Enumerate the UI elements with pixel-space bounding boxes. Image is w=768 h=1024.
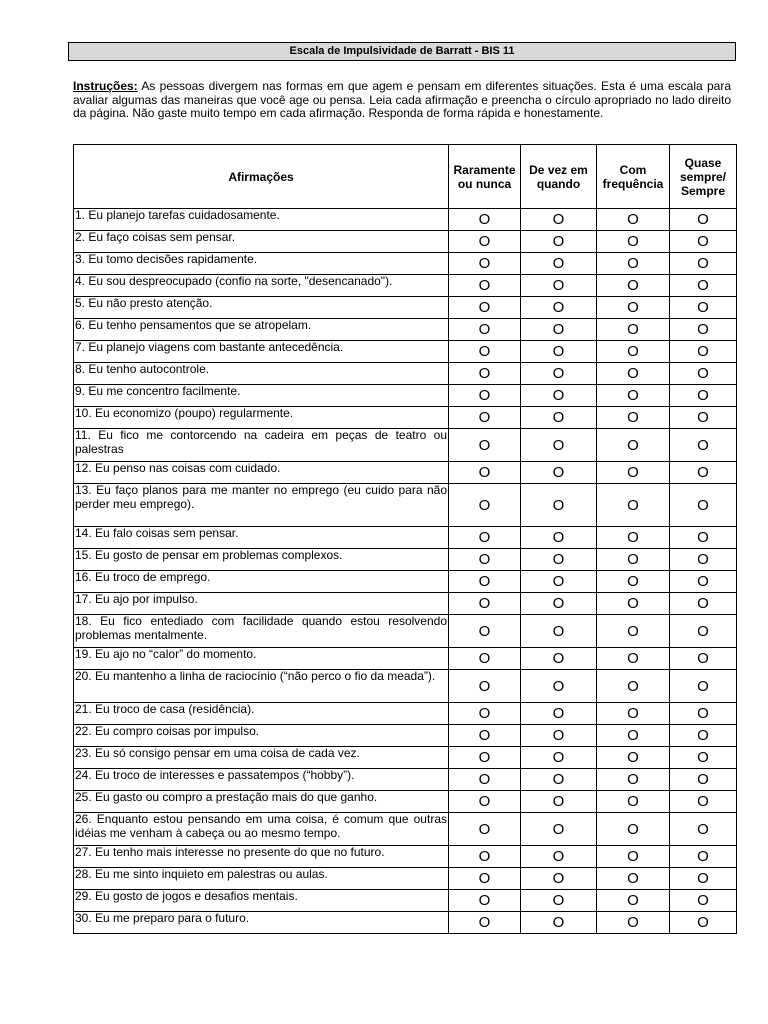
answer-circle-sometimes[interactable]: O [521, 725, 597, 747]
answer-circle-often[interactable]: O [597, 462, 670, 484]
instructions-label: Instruções: [73, 79, 138, 93]
statement-text: 9. Eu me concentro facilmente. [74, 385, 449, 407]
answer-circle-sometimes[interactable]: O [521, 319, 597, 341]
answer-circle-always[interactable]: O [670, 846, 737, 868]
answer-circle-rarely[interactable]: O [449, 385, 521, 407]
answer-circle-often[interactable]: O [597, 275, 670, 297]
answer-circle-often[interactable]: O [597, 747, 670, 769]
answer-circle-always[interactable]: O [670, 769, 737, 791]
statement-text: 8. Eu tenho autocontrole. [74, 363, 449, 385]
answer-circle-always[interactable]: O [670, 527, 737, 549]
statement-text: 7. Eu planejo viagens com bastante antecedência. [74, 341, 449, 363]
answer-circle-rarely[interactable]: O [449, 319, 521, 341]
answer-circle-often[interactable]: O [597, 912, 670, 934]
answer-circle-often[interactable]: O [597, 231, 670, 253]
table-row [74, 791, 737, 813]
answer-circle-always[interactable]: O [670, 912, 737, 934]
table-row [74, 868, 737, 890]
answer-circle-rarely[interactable]: O [449, 703, 521, 725]
table-row [74, 813, 737, 846]
answer-circle-often[interactable]: O [597, 615, 670, 648]
answer-circle-sometimes[interactable]: O [521, 571, 597, 593]
answer-circle-often[interactable]: O [597, 319, 670, 341]
answer-circle-often[interactable]: O [597, 813, 670, 846]
answer-circle-rarely[interactable]: O [449, 549, 521, 571]
table-row [74, 912, 737, 934]
table-row [74, 429, 737, 462]
table-row [74, 484, 737, 527]
answer-circle-rarely[interactable]: O [449, 462, 521, 484]
answer-circle-often[interactable]: O [597, 297, 670, 319]
answer-circle-sometimes[interactable]: O [521, 527, 597, 549]
answer-circle-sometimes[interactable]: O [521, 253, 597, 275]
answer-circle-rarely[interactable]: O [449, 231, 521, 253]
answer-circle-often[interactable]: O [597, 363, 670, 385]
statement-text: 5. Eu não presto atenção. [74, 297, 449, 319]
table-row [74, 209, 737, 231]
answer-circle-always[interactable]: O [670, 813, 737, 846]
answer-circle-sometimes[interactable]: O [521, 484, 597, 527]
answer-circle-often[interactable]: O [597, 725, 670, 747]
table-row [74, 549, 737, 571]
answer-circle-sometimes[interactable]: O [521, 593, 597, 615]
answer-circle-often[interactable]: O [597, 341, 670, 363]
answer-circle-rarely[interactable]: O [449, 846, 521, 868]
statement-text: 19. Eu ajo no “calor” do momento. [74, 648, 449, 670]
answer-circle-rarely[interactable]: O [449, 725, 521, 747]
answer-circle-sometimes[interactable]: O [521, 703, 597, 725]
statement-text: 26. Enquanto estou pensando em uma coisa, é comum que outras idéias me venham à cabeça ou ao mesmo tempo. [74, 813, 449, 846]
answer-circle-always[interactable]: O [670, 429, 737, 462]
table-row [74, 407, 737, 429]
answer-circle-always[interactable]: O [670, 648, 737, 670]
answer-circle-often[interactable]: O [597, 868, 670, 890]
answer-circle-rarely[interactable]: O [449, 615, 521, 648]
answer-circle-rarely[interactable]: O [449, 670, 521, 703]
document-title: Escala de Impulsividade de Barratt - BIS 11 [68, 42, 736, 61]
table-header-row [74, 145, 737, 209]
answer-circle-rarely[interactable]: O [449, 275, 521, 297]
answer-circle-sometimes[interactable]: O [521, 209, 597, 231]
header-option-sometimes: De vez em quando [521, 145, 597, 209]
statement-text: 23. Eu só consigo pensar em uma coisa de cada vez. [74, 747, 449, 769]
answer-circle-often[interactable]: O [597, 703, 670, 725]
answer-circle-rarely[interactable]: O [449, 868, 521, 890]
answer-circle-always[interactable]: O [670, 319, 737, 341]
answer-circle-often[interactable]: O [597, 846, 670, 868]
statement-text: 11. Eu fico me contorcendo na cadeira em peças de teatro ou palestras [74, 429, 449, 462]
answer-circle-always[interactable]: O [670, 791, 737, 813]
answer-circle-rarely[interactable]: O [449, 527, 521, 549]
table-row [74, 462, 737, 484]
answer-circle-sometimes[interactable]: O [521, 549, 597, 571]
answer-circle-rarely[interactable]: O [449, 890, 521, 912]
answer-circle-sometimes[interactable]: O [521, 769, 597, 791]
answer-circle-always[interactable]: O [670, 385, 737, 407]
answer-circle-sometimes[interactable]: O [521, 429, 597, 462]
table-row [74, 725, 737, 747]
answer-circle-rarely[interactable]: O [449, 912, 521, 934]
table-row [74, 648, 737, 670]
answer-circle-always[interactable]: O [670, 747, 737, 769]
answer-circle-often[interactable]: O [597, 429, 670, 462]
statement-text: 22. Eu compro coisas por impulso. [74, 725, 449, 747]
answer-circle-sometimes[interactable]: O [521, 297, 597, 319]
header-option-rarely: Raramente ou nunca [449, 145, 521, 209]
statement-text: 25. Eu gasto ou compro a prestação mais do que ganho. [74, 791, 449, 813]
table-row [74, 846, 737, 868]
statement-text: 21. Eu troco de casa (residência). [74, 703, 449, 725]
answer-circle-always[interactable]: O [670, 615, 737, 648]
answer-circle-often[interactable]: O [597, 890, 670, 912]
statement-text: 12. Eu penso nas coisas com cuidado. [74, 462, 449, 484]
answer-circle-sometimes[interactable]: O [521, 813, 597, 846]
answer-circle-always[interactable]: O [670, 407, 737, 429]
answer-circle-rarely[interactable]: O [449, 209, 521, 231]
answer-circle-often[interactable]: O [597, 407, 670, 429]
answer-circle-always[interactable]: O [670, 253, 737, 275]
answer-circle-always[interactable]: O [670, 297, 737, 319]
answer-circle-rarely[interactable]: O [449, 341, 521, 363]
answer-circle-rarely[interactable]: O [449, 571, 521, 593]
answer-circle-rarely[interactable]: O [449, 297, 521, 319]
statement-text: 3. Eu tomo decisões rapidamente. [74, 253, 449, 275]
table-row [74, 615, 737, 648]
statement-text: 20. Eu mantenho a linha de raciocínio (“não perco o fio da meada”). [74, 670, 449, 703]
answer-circle-always[interactable]: O [670, 725, 737, 747]
header-option-often: Com frequência [597, 145, 670, 209]
statement-text: 30. Eu me preparo para o futuro. [74, 912, 449, 934]
answer-circle-always[interactable]: O [670, 868, 737, 890]
statement-text: 4. Eu sou despreocupado (confio na sorte, "desencanado"). [74, 275, 449, 297]
answer-circle-often[interactable]: O [597, 670, 670, 703]
answer-circle-rarely[interactable]: O [449, 769, 521, 791]
answer-circle-always[interactable]: O [670, 341, 737, 363]
answer-circle-always[interactable]: O [670, 549, 737, 571]
answer-circle-rarely[interactable]: O [449, 648, 521, 670]
answer-circle-sometimes[interactable]: O [521, 341, 597, 363]
answer-circle-always[interactable]: O [670, 593, 737, 615]
answer-circle-rarely[interactable]: O [449, 813, 521, 846]
answer-circle-always[interactable]: O [670, 703, 737, 725]
answer-circle-always[interactable]: O [670, 462, 737, 484]
table-row [74, 253, 737, 275]
answer-circle-rarely[interactable]: O [449, 253, 521, 275]
answer-circle-always[interactable]: O [670, 363, 737, 385]
table-row [74, 670, 737, 703]
table-row [74, 363, 737, 385]
table-row [74, 890, 737, 912]
answer-circle-sometimes[interactable]: O [521, 385, 597, 407]
table-row [74, 341, 737, 363]
table-row [74, 769, 737, 791]
answer-circle-rarely[interactable]: O [449, 484, 521, 527]
answer-circle-sometimes[interactable]: O [521, 912, 597, 934]
answer-circle-rarely[interactable]: O [449, 407, 521, 429]
header-statements: Afirmações [74, 145, 449, 209]
answer-circle-rarely[interactable]: O [449, 791, 521, 813]
answer-circle-sometimes[interactable]: O [521, 791, 597, 813]
answer-circle-sometimes[interactable]: O [521, 648, 597, 670]
answer-circle-sometimes[interactable]: O [521, 615, 597, 648]
answer-circle-always[interactable]: O [670, 275, 737, 297]
answer-circle-often[interactable]: O [597, 209, 670, 231]
answer-circle-often[interactable]: O [597, 571, 670, 593]
answer-circle-often[interactable]: O [597, 527, 670, 549]
answer-circle-always[interactable]: O [670, 670, 737, 703]
statement-text: 17. Eu ajo por impulso. [74, 593, 449, 615]
table-row [74, 297, 737, 319]
answer-circle-sometimes[interactable]: O [521, 868, 597, 890]
answer-circle-often[interactable]: O [597, 593, 670, 615]
table-row [74, 593, 737, 615]
answer-circle-sometimes[interactable]: O [521, 275, 597, 297]
answer-circle-often[interactable]: O [597, 385, 670, 407]
answer-circle-rarely[interactable]: O [449, 363, 521, 385]
answer-circle-sometimes[interactable]: O [521, 747, 597, 769]
answer-circle-always[interactable]: O [670, 890, 737, 912]
answer-circle-often[interactable]: O [597, 791, 670, 813]
answer-circle-often[interactable]: O [597, 253, 670, 275]
table-row [74, 747, 737, 769]
answer-circle-rarely[interactable]: O [449, 429, 521, 462]
impulsivity-scale-table [73, 144, 737, 934]
answer-circle-often[interactable]: O [597, 769, 670, 791]
answer-circle-always[interactable]: O [670, 484, 737, 527]
answer-circle-often[interactable]: O [597, 648, 670, 670]
answer-circle-sometimes[interactable]: O [521, 670, 597, 703]
answer-circle-rarely[interactable]: O [449, 593, 521, 615]
statement-text: 15. Eu gosto de pensar em problemas complexos. [74, 549, 449, 571]
answer-circle-sometimes[interactable]: O [521, 363, 597, 385]
answer-circle-rarely[interactable]: O [449, 747, 521, 769]
table-row [74, 703, 737, 725]
answer-circle-sometimes[interactable]: O [521, 231, 597, 253]
statement-text: 13. Eu faço planos para me manter no emprego (eu cuido para não perder meu emprego). [74, 484, 449, 527]
statement-text: 10. Eu economizo (poupo) regularmente. [74, 407, 449, 429]
header-option-always: Quase sempre/ Sempre [670, 145, 737, 209]
statement-text: 1. Eu planejo tarefas cuidadosamente. [74, 209, 449, 231]
answer-circle-sometimes[interactable]: O [521, 407, 597, 429]
statement-text: 2. Eu faço coisas sem pensar. [74, 231, 449, 253]
table-row [74, 527, 737, 549]
answer-circle-often[interactable]: O [597, 549, 670, 571]
statement-text: 18. Eu fico entediado com facilidade quando estou resolvendo problemas mentalmente. [74, 615, 449, 648]
table-row [74, 231, 737, 253]
table-row [74, 385, 737, 407]
answer-circle-sometimes[interactable]: O [521, 846, 597, 868]
answer-circle-sometimes[interactable]: O [521, 890, 597, 912]
instructions-text: As pessoas divergem nas formas em que agem e pensam em diferentes situações. Esta é uma escala para avaliar algumas das maneiras que você age ou pensa. Leia cada afirmação e preencha o círculo apropriado no lado direito da página. Não gaste muito tempo em cada afirmação. Responda de forma rápida e honestamente. [73, 79, 731, 121]
answer-circle-sometimes[interactable]: O [521, 462, 597, 484]
statement-text: 28. Eu me sinto inquieto em palestras ou aulas. [74, 868, 449, 890]
statement-text: 6. Eu tenho pensamentos que se atropelam. [74, 319, 449, 341]
table-row [74, 319, 737, 341]
answer-circle-often[interactable]: O [597, 484, 670, 527]
statement-text: 29. Eu gosto de jogos e desafios mentais. [74, 890, 449, 912]
table-row [74, 275, 737, 297]
statement-text: 24. Eu troco de interesses e passatempos (“hobby”). [74, 769, 449, 791]
statement-text: 27. Eu tenho mais interesse no presente do que no futuro. [74, 846, 449, 868]
answer-circle-always[interactable]: O [670, 209, 737, 231]
instructions [73, 80, 731, 121]
statement-text: 16. Eu troco de emprego. [74, 571, 449, 593]
table-row [74, 571, 737, 593]
statement-text: 14. Eu falo coisas sem pensar. [74, 527, 449, 549]
answer-circle-always[interactable]: O [670, 571, 737, 593]
answer-circle-always[interactable]: O [670, 231, 737, 253]
